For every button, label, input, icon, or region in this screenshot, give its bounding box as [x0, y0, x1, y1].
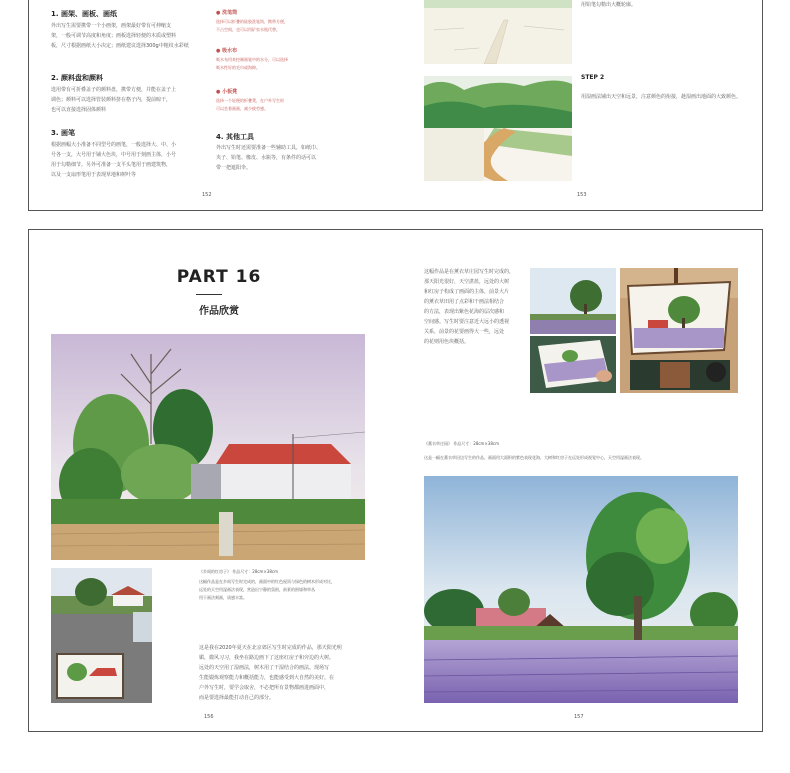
section-heading: 2. 颜料盘和颜料 [51, 74, 103, 82]
note-text: 选择可以折叠的硅胶洗笔筒，携带方便， 不占空间，也可以用矿泉水瓶代替。 [216, 19, 288, 32]
page-number: 156 [204, 714, 214, 720]
part-title: PART 16 [176, 267, 262, 287]
note-label: ● 小板凳 [216, 89, 238, 95]
lavender-field-painting [424, 476, 738, 703]
section-text: 根据画幅大小准备不同型号的画笔，一般选择大、中、小 号各一支，大号用于铺大色块，中号用于刻画主体，小号 用于勾勒细节。另外可准备一支平头笔用于画建筑物， 以及一支扇形笔用于表现草地和树叶等 [51, 142, 177, 178]
note-text: 吸水布用来控制画笔中的水分，可以选择 吸水性好的毛巾或海绵。 [216, 57, 288, 70]
caption: 《乡间的红房子》 作品尺寸：28cm×38cm [199, 569, 278, 574]
part-subtitle: 作品欣赏 [199, 306, 239, 317]
step2-label: STEP 2 [581, 74, 605, 81]
section-heading: 4. 其他工具 [216, 133, 254, 141]
section-text: 选用带有可折叠盖子的颜料盘，携带方便，并能在盖子上 调色；颜料可以选择管装颜料挤在格子内，提前晾干， 也可以直接选择固体颜料 [51, 87, 177, 113]
step2-painting [424, 76, 572, 181]
intro-text: 这幅作品是在薰衣草庄园写生时完成的， 那天阳光很好，天空湛蓝，远处的大树 和红房子构成了画面的主体，前景大片 的薰衣草田用了点彩和干画法相结合 的方法，表现出紫色花海的层次感和 空间感。写生时要注意近大远小的透视 关系，前景的花要画得大一些，远处 的花则用色块概括。 [424, 269, 515, 345]
painting-in-progress-photo [530, 336, 616, 393]
field-photo [530, 268, 616, 334]
section-heading: 3. 画笔 [51, 129, 75, 137]
easel-photo [620, 268, 738, 393]
step1-text: 用铅笔勾勒出大概轮廓。 [581, 2, 637, 8]
section-text: 外出写生时还需要准备一些辅助工具，如纸巾、 夹子、铅笔、橡皮、水瓶等，有条件的话可以 带一把遮阳伞。 [216, 145, 322, 171]
section-text: 外出写生需要携带一个小画架，画架最好带有可伸缩支 架，一般可调节高度和角度；画板选择轻便的木质或塑料 板，尺寸根据画纸大小决定；画纸建议选择300g中粗纹水彩纸 [51, 23, 189, 49]
page-number: 152 [202, 192, 212, 198]
note-label: ● 吸水布 [216, 48, 238, 54]
note-text: 选择一个轻便的折叠凳，在户外写生时 可以坐着画画，减少疲劳感。 [216, 98, 284, 111]
caption-body: 这幅作品是在乡间写生时完成的，画面中的红色屋顶与绿色的树木形成对比， 远处的天空用湿画法表现，营造出宁静的氛围，前景的围墙和草丛 用干画法刻画，质感丰富。 [199, 579, 335, 600]
caption-body: 这是一幅在薰衣草田边写生的作品，画面用大面积的紫色表现花海，大树和红房子在远处形成视觉中心，天空用湿画法表现。 [424, 455, 644, 460]
page-number: 157 [574, 714, 584, 720]
step1-painting [424, 0, 572, 64]
location-photo [51, 568, 152, 703]
page-number: 153 [577, 192, 587, 198]
red-house-painting [51, 334, 365, 560]
title-divider [196, 294, 222, 295]
step2-text: 用湿画法铺出天空和远景，注意颜色的衔接，趁湿画出地面的大致颜色。 [581, 94, 742, 100]
section-heading: 1. 画架、画板、画纸 [51, 10, 117, 18]
story-text: 这是我在2020年夏天在北京郊区写生时完成的作品，那天阳光明 媚，微风习习，我坐在路边画下了这座红房子和旁边的大树。 远处的天空用了湿画法，树木用了干湿结合的画法。现场写 生能锻炼观察能力和概括能力，也能感受到大自然的美好。在 户外写生时，要学会取舍，不必把所有景物都画进画面中， 而是要选择最能打动自己的部分。 [199, 645, 342, 701]
bottom-spread [28, 229, 763, 732]
top-spread [28, 0, 763, 211]
note-label: ● 洗笔筒 [216, 10, 238, 16]
caption: 《薰衣草庄园》 作品尺寸：28cm×38cm [424, 441, 499, 446]
